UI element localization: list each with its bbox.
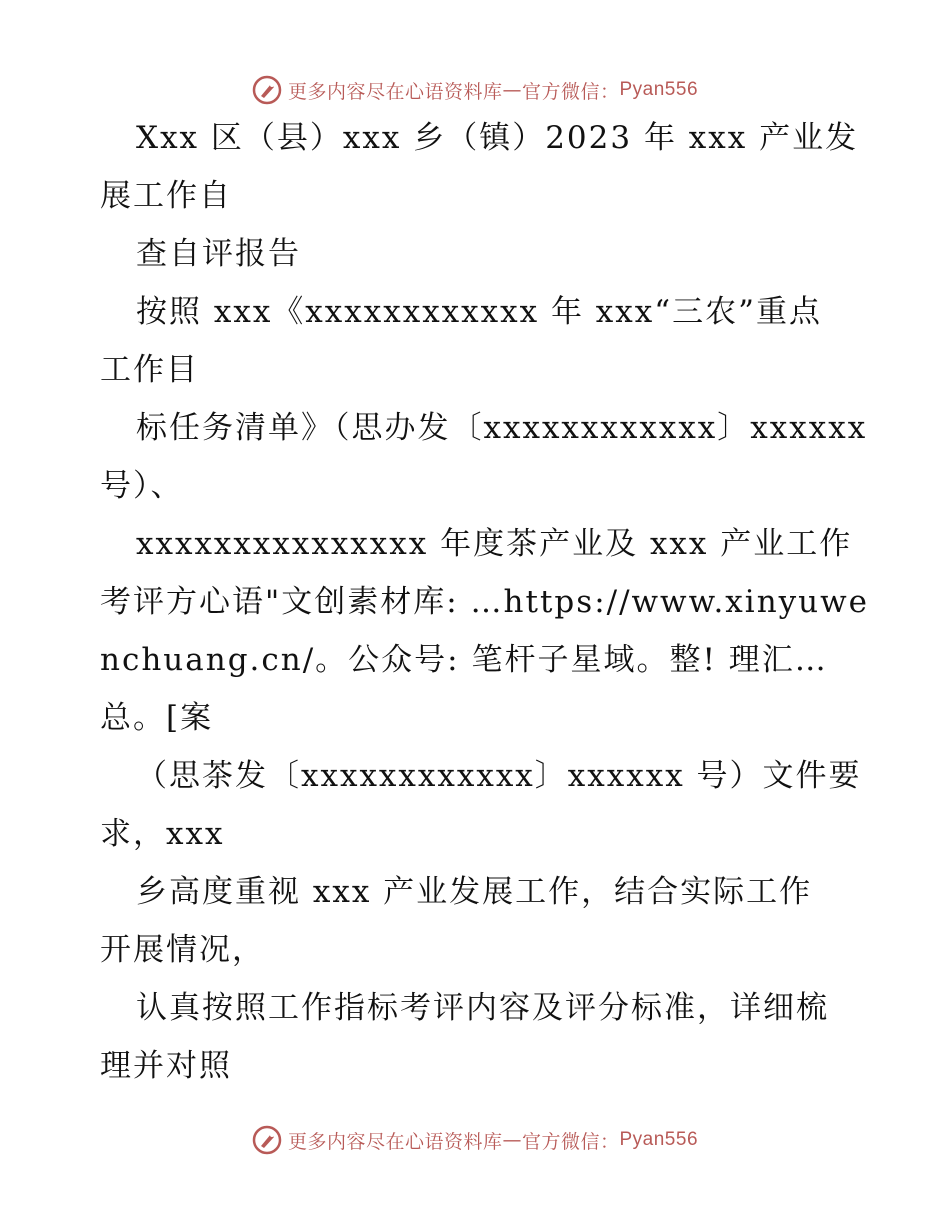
text-line: 展工作自 bbox=[100, 178, 232, 214]
text-line: Xxx 区（县）xxx 乡（镇）2023 年 xxx 产业发 bbox=[136, 120, 859, 156]
text-line: nchuang.cn/。公众号: 笔杆子星域。整! 理汇… bbox=[100, 642, 828, 678]
watermark-label: 官方微信： bbox=[521, 1130, 620, 1153]
text-line: xxxxxxxxxxxxxxx 年度茶产业及 xxx 产业工作 bbox=[136, 526, 853, 562]
watermark-label: 官方微信： bbox=[521, 80, 620, 103]
pen-nib-logo-icon bbox=[252, 75, 282, 105]
text-line: 求，xxx bbox=[100, 816, 225, 852]
watermark-separator: — bbox=[502, 1129, 522, 1151]
pen-nib-logo-icon bbox=[252, 1125, 282, 1155]
text-line: 理并对照 bbox=[100, 1048, 232, 1084]
text-line: 考评方心语"文创素材库: …https://www.xinyuwe bbox=[100, 584, 870, 620]
text-line: 标任务清单》（思办发〔xxxxxxxxxxxx〕xxxxxx bbox=[136, 410, 868, 446]
watermark-text: 更多内容尽在心语资料库 bbox=[287, 80, 503, 103]
text-line: 乡高度重视 xxx 产业发展工作，结合实际工作 bbox=[136, 874, 813, 910]
watermark-text: 更多内容尽在心语资料库 bbox=[287, 1130, 503, 1153]
watermark-id: Pyan556 bbox=[619, 1129, 699, 1150]
footer-watermark bbox=[0, 1122, 950, 1158]
watermark-id: Pyan556 bbox=[619, 79, 699, 100]
text-line: （思茶发〔xxxxxxxxxxxx〕xxxxxx 号）文件要 bbox=[136, 758, 862, 794]
text-line: 开展情况， bbox=[100, 932, 265, 968]
text-line: 总。[案 bbox=[100, 700, 214, 736]
text-line: 按照 xxx《xxxxxxxxxxxx 年 xxx“三农”重点 bbox=[136, 294, 822, 330]
text-line: 工作目 bbox=[100, 352, 199, 388]
text-line: 号）、 bbox=[100, 468, 184, 504]
watermark-separator: — bbox=[502, 79, 522, 101]
text-line: 认真按照工作指标考评内容及评分标准，详细梳 bbox=[136, 990, 829, 1026]
header-watermark bbox=[0, 72, 950, 108]
text-line: 查自评报告 bbox=[136, 236, 301, 272]
